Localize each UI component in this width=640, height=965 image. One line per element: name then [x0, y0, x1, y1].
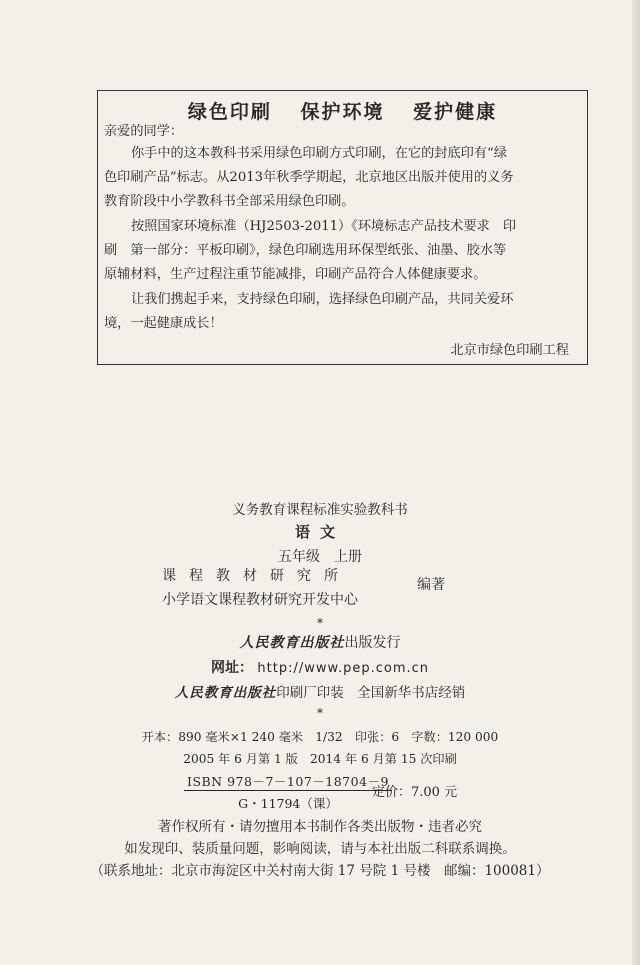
notice-paragraph-line: 原辅材料，生产过程注重节能减排，印刷产品符合人体健康要求。	[104, 267, 487, 282]
author-institute: 课程教材研究所	[162, 568, 351, 584]
notice-title-part: 绿色印刷	[187, 101, 272, 123]
isbn-block	[184, 772, 392, 812]
notice-paragraph-line: 境，一起健康成长！	[104, 316, 223, 331]
printer-details: 印刷厂印装 全国新华书店经销	[276, 685, 466, 701]
printer-line	[0, 681, 640, 701]
notice-paragraph-line: 教育阶段中小学教科书全部采用绿色印刷。	[104, 194, 355, 209]
classification-number: G・11794（课）	[238, 796, 338, 811]
grade-volume: 五年级 上册	[278, 549, 362, 565]
notice-paragraph-line: 让我们携起手来，支持绿色印刷，选择绿色印刷产品，共同关爱环	[131, 292, 514, 307]
separator-star: *	[317, 616, 323, 630]
copyright-notice: 著作权所有・请勿擅用本书制作各类出版物・违者必究	[158, 819, 482, 835]
green-printing-notice	[97, 90, 588, 365]
isbn: ISBN 978－7－107－18704－9	[184, 774, 392, 791]
notice-signature: 北京市绿色印刷工程	[450, 343, 569, 358]
printer-logo-text: 人民教育出版社	[174, 685, 277, 701]
notice-paragraph-line: 刷 第一部分：平板印刷》，绿色印刷选用环保型纸张、油墨、胶水等	[104, 243, 507, 258]
website-url: http://www.pep.com.cn	[257, 661, 430, 676]
notice-title-part: 保护环境	[300, 101, 385, 123]
subject-title: 语文	[294, 523, 345, 541]
authors	[162, 565, 358, 609]
notice-greeting: 亲爱的同学：	[104, 124, 184, 139]
notice-title	[98, 97, 587, 124]
author-role: 编著	[417, 577, 445, 593]
publisher-logo-text: 人民教育出版社	[239, 635, 345, 651]
contact-address: （联系地址：北京市海淀区中关村南大街 17 号院 1 号楼 邮编：100081）	[90, 863, 550, 879]
notice-paragraph-line: 按照国家环境标准（HJ2503-2011）《环境标志产品技术要求 印	[131, 219, 517, 234]
publisher-line	[0, 632, 640, 652]
website-label: 网址：	[210, 660, 253, 676]
notice-paragraph-line: 你手中的这本教科书采用绿色印刷方式印刷，在它的封底印有“绿	[131, 146, 507, 161]
publisher-action: 出版发行	[344, 635, 401, 651]
notice-title-part: 爱护健康	[413, 101, 498, 123]
notice-paragraph-line: 色印刷产品”标志。从2013年秋季学期起，北京地区出版并使用的义务	[104, 170, 514, 185]
quality-notice: 如发现印、装质量问题，影响阅读，请与本社出版二科联系调换。	[124, 841, 516, 857]
edition-info: 2005 年 6 月第 1 版 2014 年 6 月第 15 次印刷	[183, 752, 457, 766]
series-title: 义务教育课程标准实验教科书	[232, 502, 408, 518]
separator-star: *	[317, 706, 323, 720]
website-line	[0, 657, 640, 677]
price: 定价：7.00 元	[372, 785, 458, 800]
author-center: 小学语文课程教材研究开发中心	[162, 592, 358, 608]
format-specs: 开本：890 毫米×1 240 毫米 1/32 印张：6 字数：120 000	[141, 730, 499, 744]
